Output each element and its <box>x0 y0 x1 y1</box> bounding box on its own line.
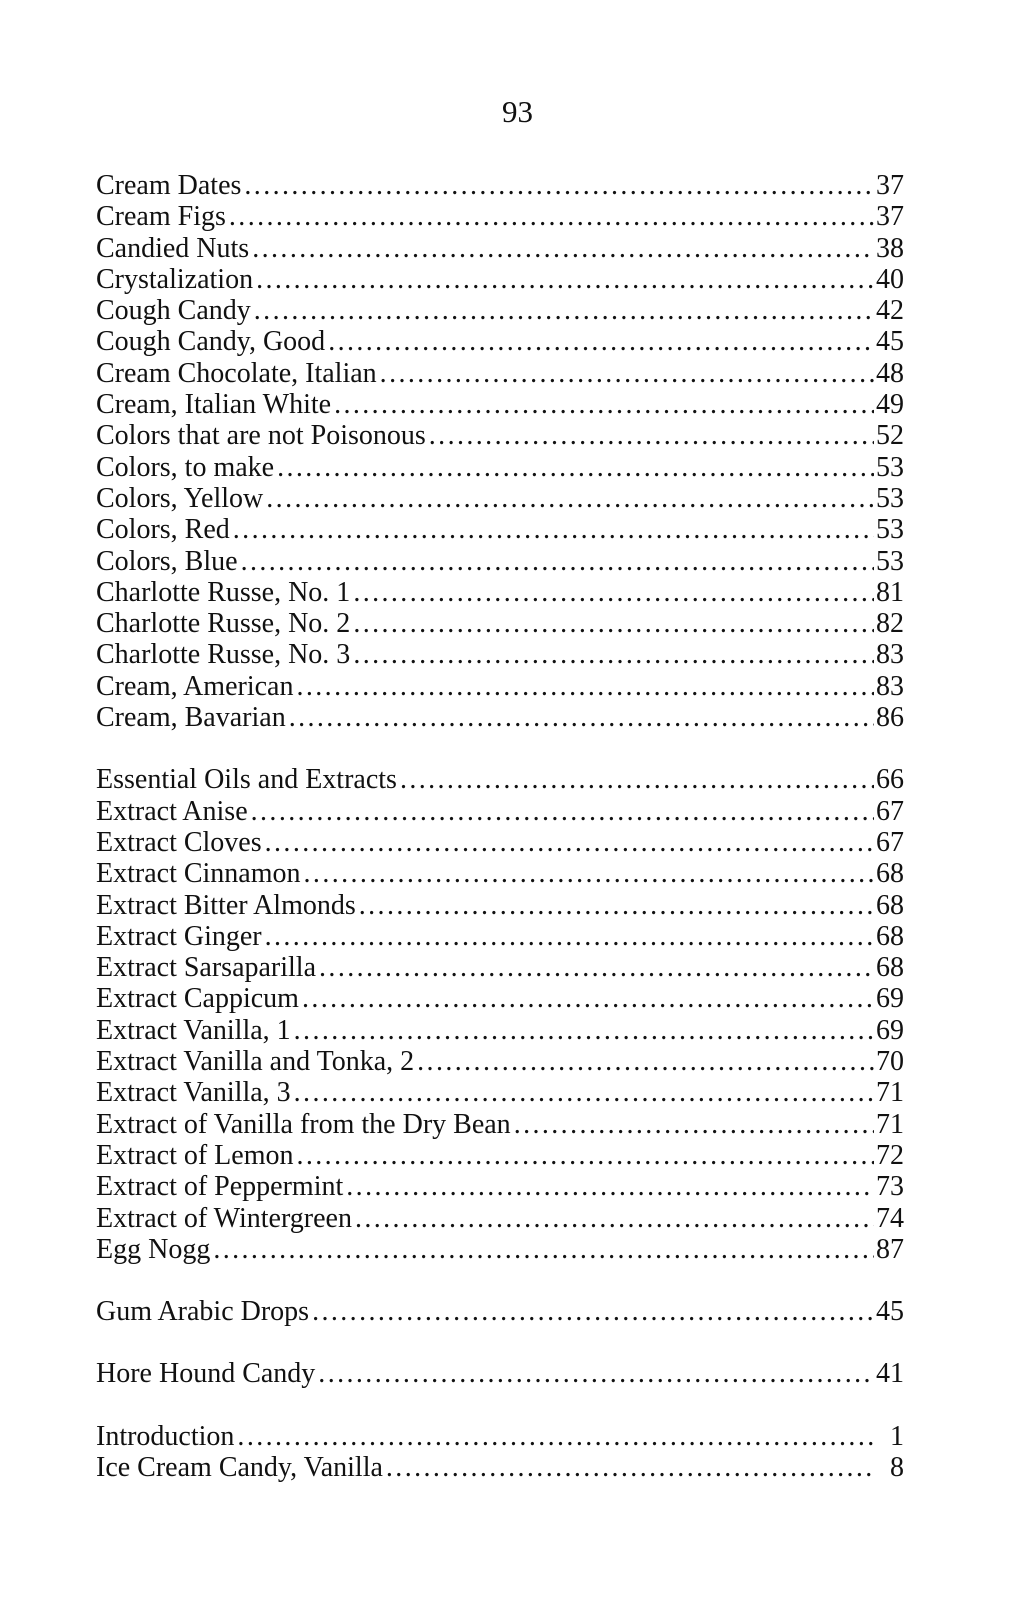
entry-label: Gum Arabic Drops <box>96 1296 310 1328</box>
entry-label: Crystalization <box>96 263 254 295</box>
entry-page: 66 <box>876 764 904 796</box>
dot-leader <box>316 952 874 983</box>
index-entry <box>96 483 904 514</box>
dot-leader <box>210 1234 874 1265</box>
entry-page: 41 <box>876 1358 904 1390</box>
entry-page: 42 <box>876 295 904 327</box>
index-entry <box>96 1109 904 1140</box>
entry-page: 73 <box>876 1171 904 1203</box>
entry-label: Charlotte Russe, No. 1 <box>96 576 351 608</box>
entry-page: 8 <box>890 1451 904 1483</box>
entry-label: Cough Candy <box>96 295 251 327</box>
entry-page: 68 <box>876 889 904 921</box>
dot-leader <box>356 890 874 921</box>
entry-label: Cream, American <box>96 670 294 702</box>
index-group-i <box>96 1421 904 1484</box>
dot-leader <box>253 264 874 295</box>
entry-page: 45 <box>876 1296 904 1328</box>
entry-page: 82 <box>876 608 904 640</box>
entry-label: Extract of Vanilla from the Dry Bean <box>96 1108 511 1140</box>
page-number: 93 <box>502 94 533 129</box>
entry-label: Extract Bitter Almonds <box>96 889 356 921</box>
index-entry <box>96 702 904 733</box>
index-entry <box>96 639 904 670</box>
entry-page: 70 <box>876 1046 904 1078</box>
index-entry <box>96 983 904 1014</box>
entry-page: 67 <box>876 795 904 827</box>
dot-leader <box>331 389 874 420</box>
index-entry <box>96 1358 904 1389</box>
index-group-h <box>96 1358 904 1389</box>
entry-label: Extract Cinnamon <box>96 858 301 890</box>
entry-label: Extract of Peppermint <box>96 1171 344 1203</box>
dot-leader <box>263 483 874 514</box>
index-entry <box>96 233 904 264</box>
dot-leader <box>251 295 874 326</box>
index-entry <box>96 1140 904 1171</box>
dot-leader <box>383 1452 874 1483</box>
entry-label: Cream, Bavarian <box>96 702 286 734</box>
index-entry <box>96 201 904 232</box>
entry-label: Ice Cream Candy, Vanilla <box>96 1451 383 1483</box>
dot-leader <box>238 546 874 577</box>
entry-label: Extract Ginger <box>96 920 262 952</box>
entry-label: Extract Cloves <box>96 826 262 858</box>
index-entry <box>96 796 904 827</box>
dot-leader <box>299 983 874 1014</box>
dot-leader <box>301 858 874 889</box>
entry-label: Charlotte Russe, No. 2 <box>96 608 351 640</box>
dot-leader <box>230 514 874 545</box>
index-entry <box>96 389 904 420</box>
entry-page: 67 <box>876 826 904 858</box>
entry-page: 83 <box>876 670 904 702</box>
entry-page: 68 <box>876 952 904 984</box>
entry-label: Extract Vanilla and Tonka, 2 <box>96 1046 415 1078</box>
entry-label: Colors, to make <box>96 451 275 483</box>
index-group-c <box>96 170 904 733</box>
entry-page: 72 <box>876 1139 904 1171</box>
entry-label: Extract of Lemon <box>96 1139 294 1171</box>
entry-label: Cough Candy, Good <box>96 326 326 358</box>
entry-page: 86 <box>876 702 904 734</box>
dot-leader <box>226 201 874 232</box>
index-group-e <box>96 764 904 1265</box>
entry-label: Colors, Yellow <box>96 482 264 514</box>
entry-page: 68 <box>876 858 904 890</box>
dot-leader <box>286 702 874 733</box>
index-entry <box>96 890 904 921</box>
dot-leader <box>291 1077 874 1108</box>
index-entry <box>96 858 904 889</box>
dot-leader <box>293 671 874 702</box>
index-entry <box>96 1077 904 1108</box>
entry-page: 45 <box>876 326 904 358</box>
dot-leader <box>350 639 874 670</box>
dot-leader <box>234 1421 874 1452</box>
index-group-g <box>96 1296 904 1327</box>
entry-label: Colors, Blue <box>96 545 238 577</box>
entry-label: Charlotte Russe, No. 3 <box>96 639 351 671</box>
dot-leader <box>248 796 874 827</box>
index-entry <box>96 1015 904 1046</box>
entry-page: 81 <box>876 576 904 608</box>
index-entry <box>96 671 904 702</box>
dot-leader <box>426 420 874 451</box>
dot-leader <box>262 827 874 858</box>
dot-leader <box>241 170 874 201</box>
index-entry <box>96 1171 904 1202</box>
dot-leader <box>325 326 874 357</box>
entry-label: Extract Vanilla, 3 <box>96 1077 291 1109</box>
dot-leader <box>343 1171 874 1202</box>
index-entry <box>96 1421 904 1452</box>
entry-label: Cream Chocolate, Italian <box>96 357 377 389</box>
entry-page: 38 <box>876 232 904 264</box>
index-entry <box>96 1296 904 1327</box>
dot-leader <box>414 1046 874 1077</box>
entry-page: 37 <box>876 170 904 201</box>
entry-page: 87 <box>876 1233 904 1265</box>
index-entry <box>96 452 904 483</box>
index-entry <box>96 420 904 451</box>
entry-label: Extract Anise <box>96 795 248 827</box>
entry-page: 37 <box>876 201 904 233</box>
entry-page: 53 <box>876 514 904 546</box>
index-entry <box>96 326 904 357</box>
entry-page: 49 <box>876 389 904 421</box>
entry-label: Extract Vanilla, 1 <box>96 1014 291 1046</box>
dot-leader <box>291 1015 874 1046</box>
index-entry <box>96 1046 904 1077</box>
dot-leader <box>511 1109 874 1140</box>
entry-page: 53 <box>876 545 904 577</box>
entry-page: 40 <box>876 263 904 295</box>
entry-page: 71 <box>876 1077 904 1109</box>
dot-leader <box>377 358 874 389</box>
entry-label: Candied Nuts <box>96 232 250 264</box>
entry-page: 74 <box>876 1202 904 1234</box>
dot-leader <box>249 233 874 264</box>
entry-page: 69 <box>876 983 904 1015</box>
entry-page: 53 <box>876 451 904 483</box>
index-entry <box>96 514 904 545</box>
entry-page: 1 <box>890 1420 904 1452</box>
dot-leader <box>352 1203 874 1234</box>
index-entry <box>96 764 904 795</box>
entry-page: 71 <box>876 1108 904 1140</box>
index-entry <box>96 921 904 952</box>
index-entry <box>96 358 904 389</box>
dot-leader <box>262 921 874 952</box>
dot-leader <box>274 452 874 483</box>
entry-label: Colors, Red <box>96 514 230 546</box>
dot-leader <box>350 577 874 608</box>
index-entry <box>96 1234 904 1265</box>
index-entry <box>96 295 904 326</box>
entry-label: Egg Nogg <box>96 1233 211 1265</box>
index-entry <box>96 170 904 201</box>
dot-leader <box>315 1358 874 1389</box>
entry-label: Hore Hound Candy <box>96 1358 316 1390</box>
entry-label: Extract of Wintergreen <box>96 1202 352 1234</box>
index-entry <box>96 1452 904 1483</box>
entry-label: Cream, Italian White <box>96 389 332 421</box>
index-entry <box>96 827 904 858</box>
entry-label: Cream Dates <box>96 170 242 201</box>
entry-label: Colors that are not Poisonous <box>96 420 426 452</box>
entry-page: 48 <box>876 357 904 389</box>
index-entry <box>96 546 904 577</box>
entry-page: 52 <box>876 420 904 452</box>
dot-leader <box>397 764 874 795</box>
entry-page: 68 <box>876 920 904 952</box>
index-list <box>96 170 904 1483</box>
entry-page: 83 <box>876 639 904 671</box>
entry-label: Extract Cappicum <box>96 983 299 1015</box>
entry-page: 69 <box>876 1014 904 1046</box>
entry-label: Extract Sarsaparilla <box>96 952 317 984</box>
index-entry <box>96 1203 904 1234</box>
index-entry <box>96 264 904 295</box>
entry-label: Essential Oils and Extracts <box>96 764 397 796</box>
dot-leader <box>309 1296 874 1327</box>
index-entry <box>96 952 904 983</box>
entry-page: 53 <box>876 482 904 514</box>
index-entry <box>96 577 904 608</box>
entry-label: Cream Figs <box>96 201 226 233</box>
dot-leader <box>350 608 874 639</box>
entry-label: Introduction <box>96 1420 235 1452</box>
dot-leader <box>293 1140 874 1171</box>
index-entry <box>96 608 904 639</box>
